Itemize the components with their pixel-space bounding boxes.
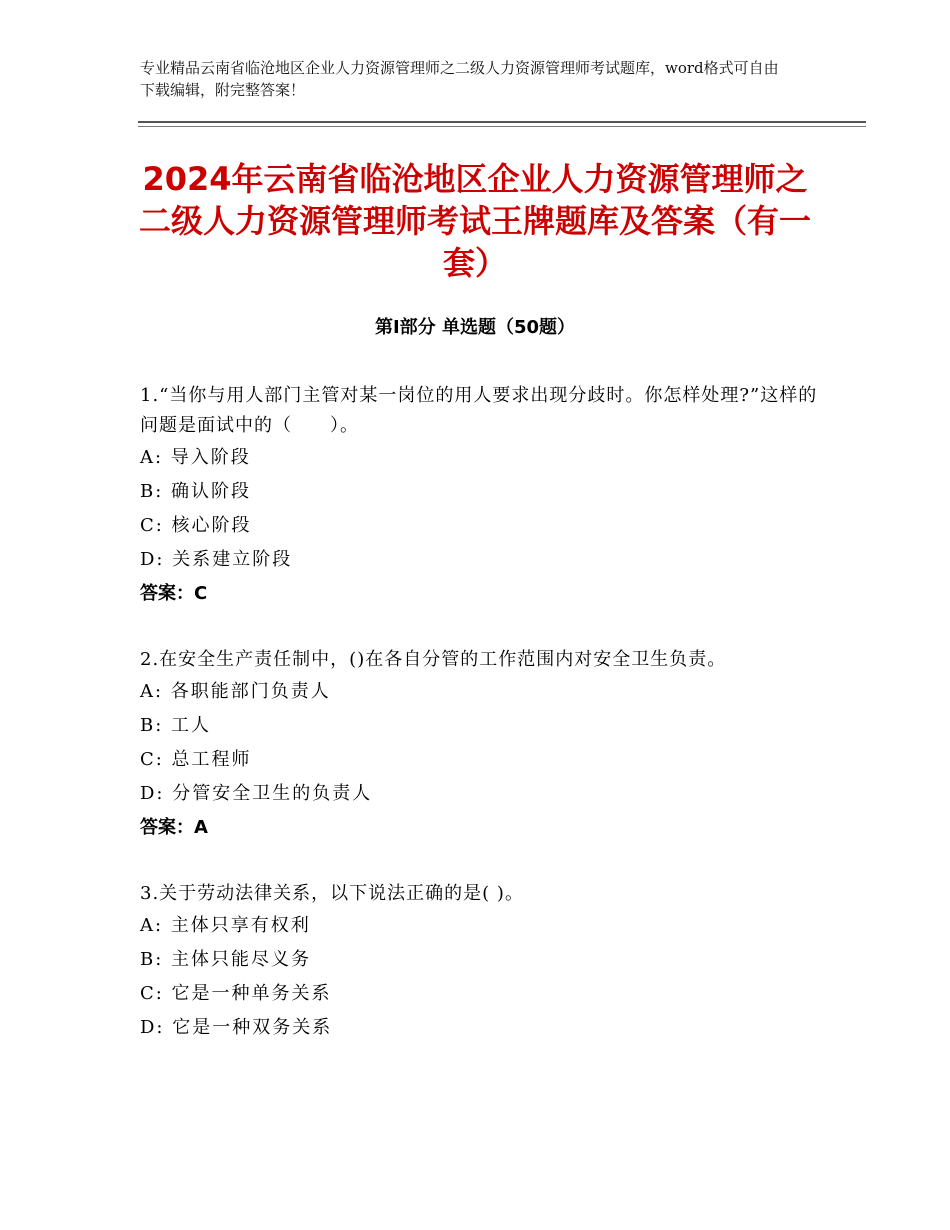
option-b: B: 工人 (140, 715, 212, 736)
question-1 (140, 381, 820, 611)
header-note: 专业精品云南省临沧地区企业人力资源管理师之二级人力资源管理师考试题库，word格式可自由下载编辑，附完整答案！ (140, 59, 779, 99)
option-a: A: 导入阶段 (140, 447, 251, 468)
section-title: 第Ⅰ部分 单选题（50题） (374, 317, 575, 338)
header-rule-thin (138, 126, 866, 127)
document-title: 2024年云南省临沧地区企业人力资源管理师之二级人力资源管理师考试王牌题库及答案（有一套） (138, 160, 811, 282)
question-stem: 1.“当你与用人部门主管对某一岗位的用人要求出现分歧时。你怎样处理?”这样的问题是面试中的（ ）。 (140, 385, 818, 436)
option-c: C: 核心阶段 (140, 515, 252, 536)
header-rule-thick (138, 121, 866, 123)
option-d: D: 它是一种双务关系 (140, 1017, 333, 1038)
answer-line: 答案：C (140, 583, 208, 604)
question-stem: 2.在安全生产责任制中，()在各自分管的工作范围内对安全卫生负责。 (140, 649, 727, 670)
option-b: B: 主体只能尽义务 (140, 949, 312, 970)
question-3 (140, 879, 820, 1045)
option-a: A: 主体只享有权利 (140, 915, 311, 936)
option-c: C: 总工程师 (140, 749, 252, 770)
option-a: A: 各职能部门负责人 (140, 681, 331, 702)
question-list (140, 381, 820, 1079)
option-b: B: 确认阶段 (140, 481, 252, 502)
answer-line: 答案：A (140, 817, 208, 838)
question-stem: 3.关于劳动法律关系，以下说法正确的是( )。 (140, 883, 524, 904)
question-2 (140, 645, 820, 845)
option-d: D: 关系建立阶段 (140, 549, 293, 570)
option-d: D: 分管安全卫生的负责人 (140, 783, 373, 804)
option-c: C: 它是一种单务关系 (140, 983, 332, 1004)
